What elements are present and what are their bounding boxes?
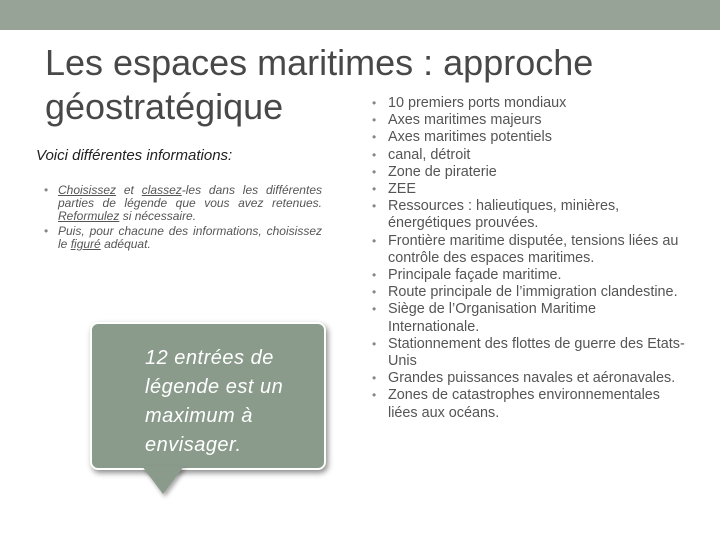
instruction-keyword: Choisissez xyxy=(58,183,117,197)
legend-item-label: ZEE xyxy=(388,181,416,198)
bullet-icon: • xyxy=(372,233,377,248)
subheading: Voici différentes informations: xyxy=(36,147,233,164)
instruction-text: Puis, pour chacune des informations, choisissez le xyxy=(58,224,322,251)
legend-item-label: Grandes puissances navales et aéronavales. xyxy=(388,370,676,387)
bullet-icon: • xyxy=(372,302,377,317)
legend-item xyxy=(370,370,685,387)
legend-item-label: Stationnement des flottes de guerre des Etats-Unis xyxy=(388,335,685,370)
legend-item-label: Ressources : halieutiques, minières, énergétiques prouvées. xyxy=(388,198,620,232)
callout-tail xyxy=(142,466,184,494)
legend-item xyxy=(370,112,685,129)
instruction-keyword: Reformulez xyxy=(58,209,120,223)
instruction-text: si nécessaire. xyxy=(122,209,197,223)
instructions-list xyxy=(44,184,322,253)
legend-item xyxy=(370,129,685,146)
legend-item-label: canal, détroit xyxy=(388,146,471,163)
title-line-1: Les espaces maritimes : approche xyxy=(45,42,594,83)
bullet-icon: • xyxy=(372,371,377,386)
legend-item xyxy=(370,284,685,301)
bullet-icon: • xyxy=(372,164,377,179)
legend-item xyxy=(370,198,685,232)
legend-item-label: Frontière maritime disputée, tensions liées au contrôle des espaces maritimes. xyxy=(388,232,679,266)
instruction-text: adéquat. xyxy=(104,237,151,251)
instruction-keyword: classez xyxy=(141,183,182,197)
legend-item xyxy=(370,181,685,198)
bullet-icon: • xyxy=(372,388,377,403)
callout-text: 12 entrées de légende est un maximum à envisager. xyxy=(145,347,284,456)
legend-item-label: Axes maritimes majeurs xyxy=(388,112,542,129)
legend-item-label: 10 premiers ports mondiaux xyxy=(388,95,567,111)
legend-item-label: Siège de l’Organisation Maritime Internationale. xyxy=(388,301,596,335)
bullet-icon: • xyxy=(372,336,377,351)
instruction-item xyxy=(44,184,322,223)
legend-item xyxy=(370,267,685,284)
legend-item xyxy=(370,301,685,335)
instruction-keyword: figuré xyxy=(70,237,101,251)
instruction-item xyxy=(44,225,322,251)
legend-item-label: Axes maritimes potentiels xyxy=(388,129,552,146)
bullet-icon: • xyxy=(372,268,377,283)
top-band xyxy=(0,0,720,30)
legend-item-label: Route principale de l’immigration clandestine. xyxy=(388,284,678,301)
legend-item xyxy=(370,387,685,421)
title-line-2: géostratégique xyxy=(45,86,284,127)
bullet-icon: • xyxy=(372,182,377,197)
legend-item xyxy=(370,233,685,267)
bullet-icon: • xyxy=(372,96,377,110)
bullet-icon: • xyxy=(44,224,49,238)
bullet-icon: • xyxy=(372,147,377,162)
bullet-icon: • xyxy=(372,285,377,300)
legend-item xyxy=(370,336,685,370)
legend-item xyxy=(370,164,685,181)
instruction-text: et xyxy=(123,183,134,197)
legend-item-label: Zones de catastrophes environnementales liées aux océans. xyxy=(388,387,660,421)
legend-item xyxy=(370,95,685,112)
bullet-icon: • xyxy=(372,130,377,145)
page-title xyxy=(45,40,593,86)
legend-item-label: Principale façade maritime. xyxy=(388,267,562,284)
legend-item xyxy=(370,147,685,164)
legend-item-label: Zone de piraterie xyxy=(388,163,497,180)
bullet-icon: • xyxy=(372,199,377,214)
legend-items-list xyxy=(370,95,685,422)
bullet-icon: • xyxy=(44,183,49,197)
bullet-icon: • xyxy=(372,113,377,128)
instruction-text: -les dans les différentes parties de légende que vous avez retenues. xyxy=(58,183,322,210)
